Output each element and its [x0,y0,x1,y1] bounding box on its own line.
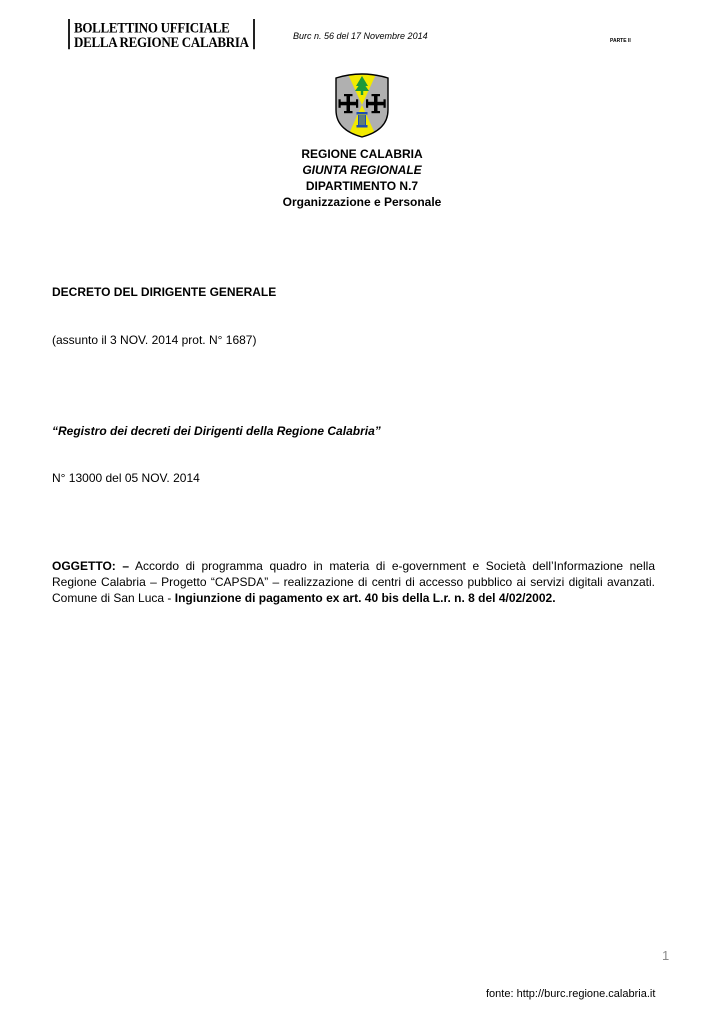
oggetto-label: OGGETTO: – [52,559,130,573]
source-footer: fonte: http://burc.regione.calabria.it [486,988,656,1000]
parte-label: PARTE II [610,38,631,44]
oggetto-text: Accordo di programma quadro in materia di e-government e Società dell’Informazione nella Regione Calabria – Progetto “CAPSDA” – realizzazione di centri di accesso pubblico ai servizi digitali avanzati. Comune di San Luca - [52,559,655,605]
region-name: REGIONE CALABRIA [301,147,423,161]
masthead-line-2: DELLA REGIONE CALABRIA [74,33,249,51]
oggetto-paragraph [52,558,655,606]
registro-title: “Registro dei decreti dei Dirigenti della Regione Calabria” [52,424,381,438]
bollettino-masthead [68,19,255,49]
giunta-name: GIUNTA REGIONALE [302,163,422,177]
department-number: DIPARTIMENTO N.7 [305,179,419,193]
masthead-line-1: BOLLETTINO UFFICIALE [74,19,230,36]
assunto-line: (assunto il 3 NOV. 2014 prot. N° 1687) [52,333,257,347]
page-number: 1 [662,948,670,963]
oggetto-bold-text: Ingiunzione di pagamento ex art. 40 bis della L.r. n. 8 del 4/02/2002. [174,591,556,605]
burc-reference: Burc n. 56 del 17 Novembre 2014 [293,31,428,41]
decreto-title: DECRETO DEL DIRIGENTE GENERALE [52,285,277,299]
department-area: Organizzazione e Personale [282,195,442,209]
decreto-number: N° 13000 del 05 NOV. 2014 [52,471,200,485]
department-header [0,146,724,210]
regione-calabria-coat-of-arms-icon [333,72,391,138]
